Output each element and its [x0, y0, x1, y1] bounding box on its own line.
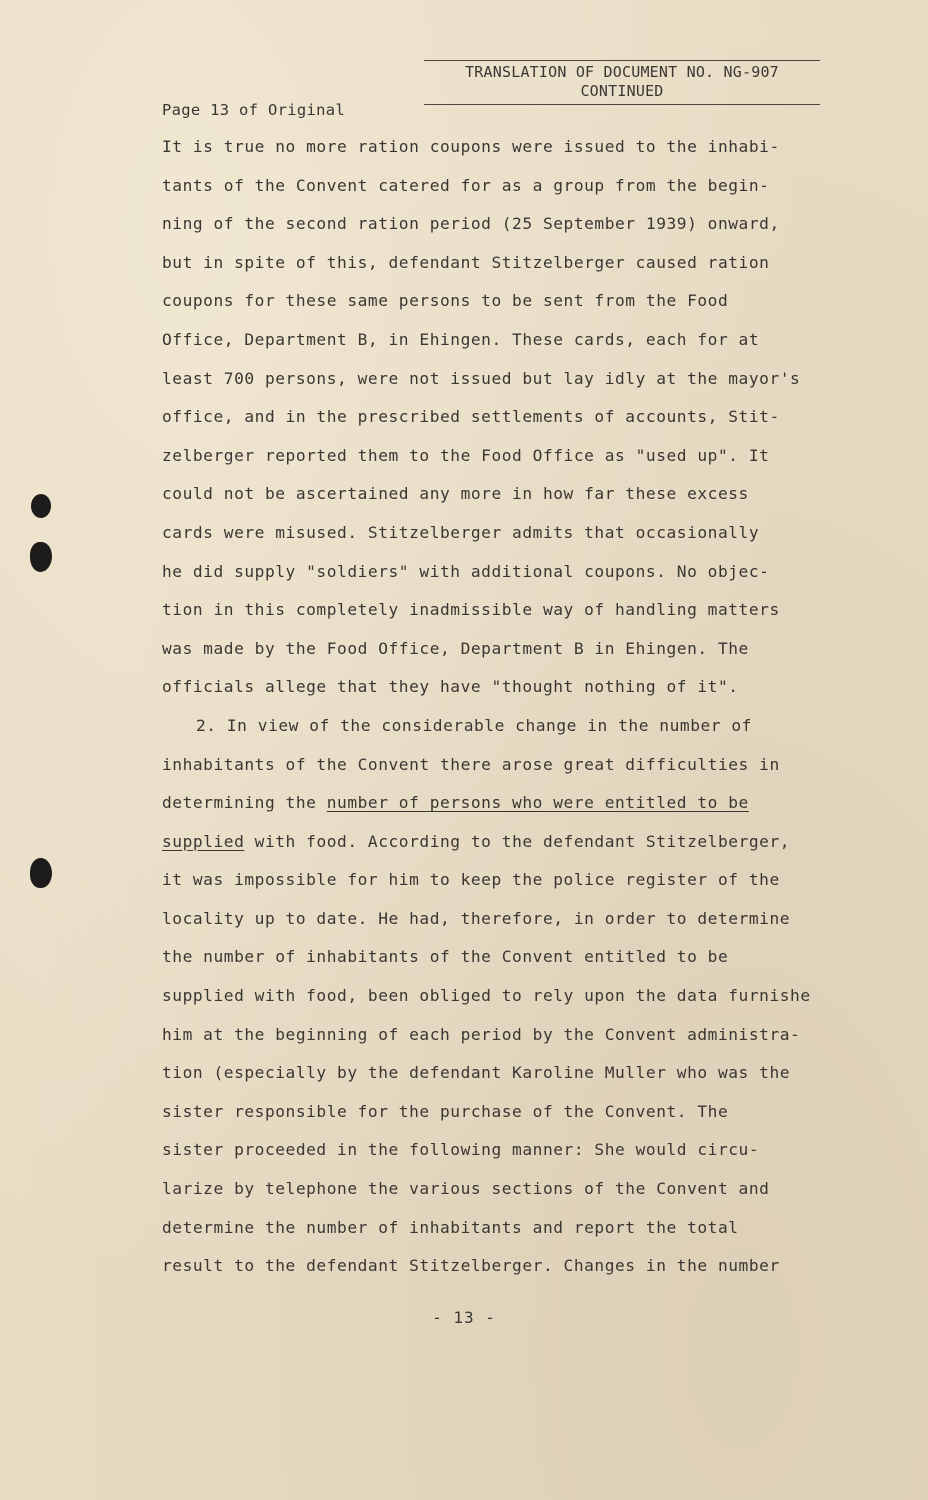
- header-continued: CONTINUED: [580, 82, 664, 100]
- original-page-reference: Page 13 of Original: [162, 101, 346, 119]
- text-line: It is true no more ration coupons were issued to the inhabi-: [162, 137, 780, 156]
- body-text: [162, 136, 882, 1294]
- text-line: sister responsible for the purchase of the Convent. The: [162, 1101, 729, 1121]
- text-line-underlined: [162, 831, 882, 870]
- page-number: - 13 -: [432, 1308, 496, 1327]
- text-line: ning of the second ration period (25 September 1939) onward,: [162, 214, 780, 234]
- text-segment: determining the: [162, 793, 327, 813]
- binder-hole: [31, 494, 51, 518]
- text-line: coupons for these same persons to be sent from the Food: [162, 291, 729, 311]
- text-line: but in spite of this, defendant Stitzelberger caused ration: [162, 252, 770, 272]
- underlined-phrase: number of persons who were entitled to be: [326, 793, 749, 813]
- text-line: tants of the Convent catered for as a group from the begin-: [162, 175, 770, 195]
- text-line: officials allege that they have "thought nothing of it".: [162, 677, 739, 697]
- text-line: inhabitants of the Convent there arose great difficulties in: [162, 754, 780, 774]
- binder-hole: [30, 542, 52, 572]
- text-line-underlined: [162, 792, 882, 831]
- text-line: he did supply "soldiers" with additional coupons. No objec-: [162, 561, 770, 581]
- text-line: supplied with food, been obliged to rely upon the data furnishe: [162, 986, 811, 1006]
- text-line: could not be ascertained any more in how far these excess: [162, 484, 749, 504]
- text-line: office, and in the prescribed settlements of accounts, Stit-: [162, 407, 780, 427]
- text-line: zelberger reported them to the Food Office as "used up". It: [162, 445, 770, 465]
- text-line: least 700 persons, were not issued but lay idly at the mayor's: [162, 368, 801, 388]
- header-title: TRANSLATION OF DOCUMENT NO. NG-907: [465, 63, 779, 81]
- text-line: was made by the Food Office, Department B in Ehingen. The: [162, 638, 749, 658]
- text-line: Office, Department B, in Ehingen. These cards, each for at: [162, 329, 760, 349]
- text-line: tion (especially by the defendant Karoline Muller who was the: [162, 1063, 791, 1083]
- text-line: sister proceeded in the following manner: She would circu-: [162, 1140, 760, 1160]
- text-line: tion in this completely inadmissible way of handling matters: [162, 600, 780, 620]
- text-line: the number of inhabitants of the Convent entitled to be: [162, 947, 729, 967]
- text-line: it was impossible for him to keep the police register of the: [162, 870, 780, 890]
- text-line: locality up to date. He had, therefore, in order to determine: [162, 908, 791, 928]
- text-line: determine the number of inhabitants and report the total: [162, 1217, 739, 1237]
- paragraph-2-start: 2. In view of the considerable change in the number of: [196, 715, 752, 735]
- text-line: him at the beginning of each period by the Convent administra-: [162, 1024, 801, 1044]
- text-line: cards were misused. Stitzelberger admits that occasionally: [162, 522, 760, 542]
- binder-hole: [30, 858, 52, 888]
- text-segment: with food. According to the defendant Stitzelberger,: [244, 831, 791, 851]
- document-header: [424, 60, 820, 105]
- text-line: larize by telephone the various sections of the Convent and: [162, 1179, 770, 1199]
- text-line: result to the defendant Stitzelberger. Changes in the number: [162, 1256, 780, 1276]
- underlined-phrase: supplied: [162, 831, 245, 851]
